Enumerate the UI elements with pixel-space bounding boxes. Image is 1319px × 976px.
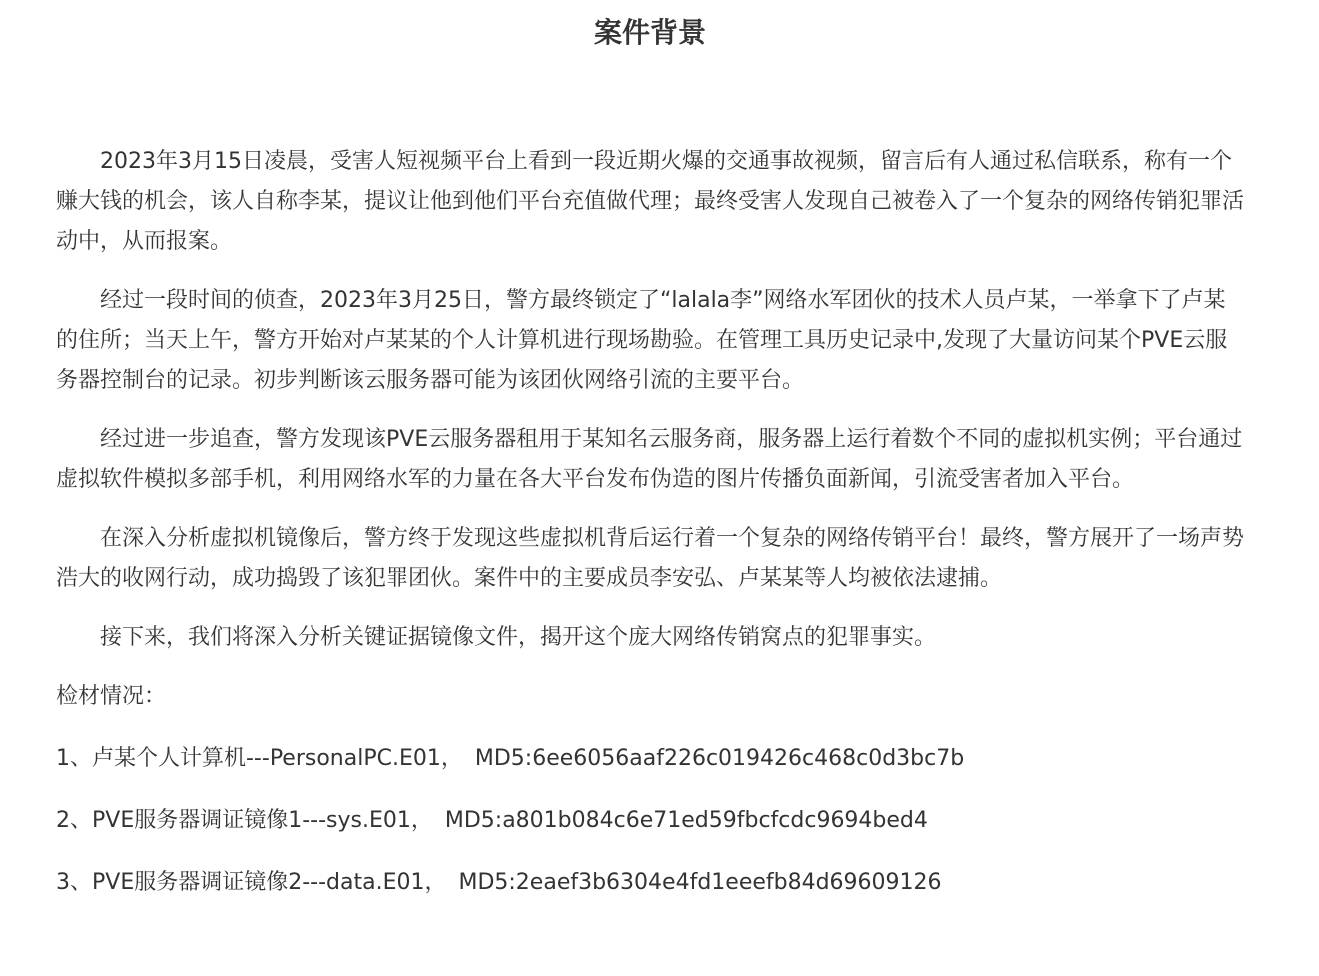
evidence-item — [56, 739, 1246, 779]
evidence-label: 3、PVE服务器调证镜像2---data.E01， — [56, 870, 447, 895]
evidence-md5: MD5:a801b084c6e71ed59fbcfcdc9694bed4 — [444, 808, 928, 833]
paragraph-arrest: 在深入分析虚拟机镜像后，警方终于发现这些虚拟机背后运行着一个复杂的网络传销平台！最终，警方展开了一场声势浩大的收网行动，成功捣毁了该犯罪团伙。案件中的主要成员李安弘、卢某某等人均被依法逮捕。 — [56, 526, 1245, 591]
paragraph-investigation: 经过一段时间的侦查，2023年3月25日，警方最终锁定了“lalala李”网络水军团伙的技术人员卢某，一举拿下了卢某的住所；当天上午，警方开始对卢某某的个人计算机进行现场勘验。在管理工具历史记录中,发现了大量访问某个PVE云服务器控制台的记录。初步判断该云服务器可能为该团伙网络引流的主要平台。 — [56, 288, 1228, 393]
evidence-list — [56, 739, 1246, 903]
evidence-item — [56, 801, 1246, 841]
evidence-md5: MD5:6ee6056aaf226c019426c468c0d3bc7b — [474, 746, 965, 771]
materials-heading: 检材情况： — [56, 684, 167, 709]
paragraph-next-steps: 接下来，我们将深入分析关键证据镜像文件，揭开这个庞大网络传销窝点的犯罪事实。 — [100, 625, 937, 650]
document-body — [56, 142, 1246, 925]
evidence-md5: MD5:2eaef3b6304e4fd1eeefb84d69609126 — [458, 870, 942, 895]
evidence-item — [56, 863, 1246, 903]
evidence-label: 1、卢某个人计算机---PersonalPC.E01， — [56, 746, 463, 771]
paragraph-server-trace: 经过进一步追查，警方发现该PVE云服务器租用于某知名云服务商，服务器上运行着数个不同的虚拟机实例；平台通过虚拟软件模拟多部手机，利用网络水军的力量在各大平台发布伪造的图片传播负面新闻，引流受害者加入平台。 — [56, 427, 1243, 492]
document-title: 案件背景 — [593, 16, 706, 49]
paragraph-incident: 2023年3月15日凌晨，受害人短视频平台上看到一段近期火爆的交通事故视频，留言后有人通过私信联系，称有一个赚大钱的机会，该人自称李某，提议让他到他们平台充值做代理；最终受害人发现自己被卷入了一个复杂的网络传销犯罪活动中，从而报案。 — [56, 149, 1245, 254]
evidence-label: 2、PVE服务器调证镜像1---sys.E01， — [56, 808, 433, 833]
